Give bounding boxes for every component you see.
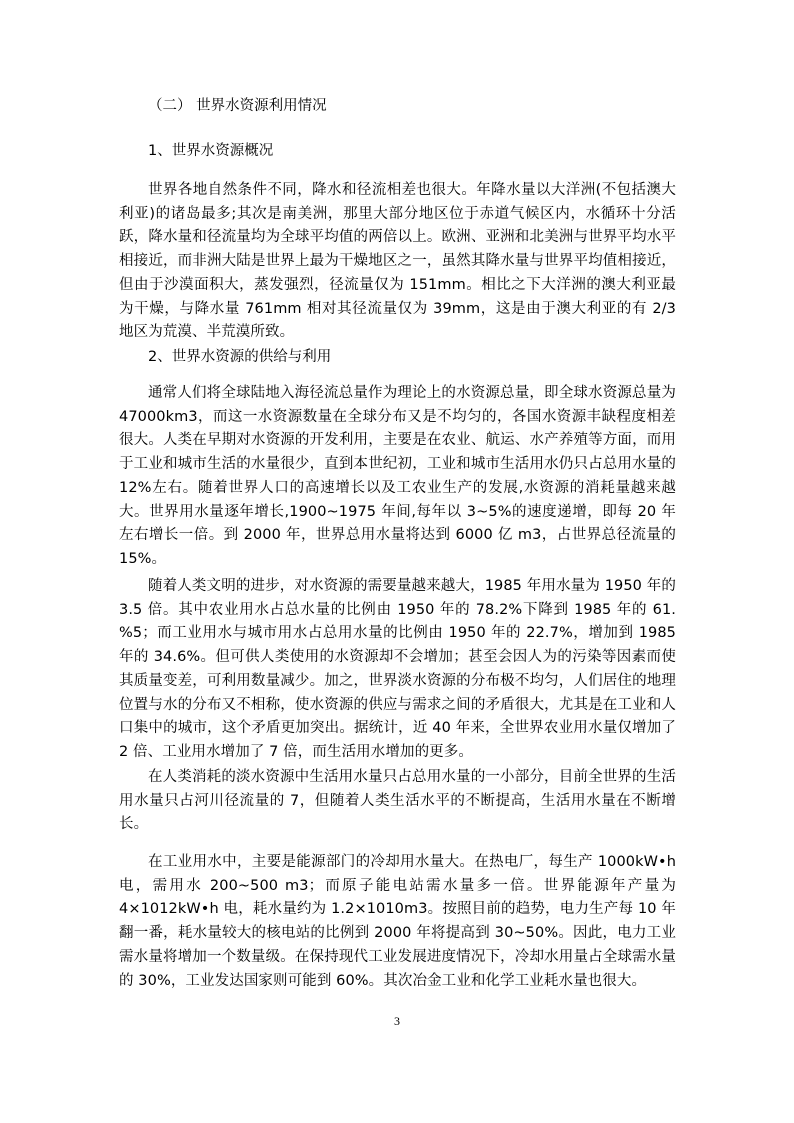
paragraph-overview: 世界各地自然条件不同，降水和径流相差也很大。年降水量以大洋洲(不包括澳大利亚)的诸岛最多;其次是南美洲，那里大部分地区位于赤道气候区内，水循环十分活跃，降水量和径流量均为全球平均值的两倍以上。欧洲、亚洲和北美洲与世界平均水平相接近，而非洲大陆是世界上最为干燥地区之一，虽然其降水量与世界平均值相接近，但由于沙漠面积大，蒸发强烈，径流量仅为 151mm。相比之下大洋洲的澳大利亚最为干燥，与降水量 761mm 相对其径流量仅为 39mm，这是由于澳大利亚的有 2/3 地区为荒漠、半荒漠所致。: [119, 182, 676, 341]
section-heading: （二） 世界水资源利用情况: [148, 98, 327, 114]
paragraph-total-resources: 通常人们将全球陆地入海径流总量作为理论上的水资源总量，即全球水资源总量为 47000km3，而这一水资源数量在全球分布又是不均匀的，各国水资源丰缺程度相差很大。人类在早期对水资源的开发利用，主要是在农业、航运、水产养殖等方面，而用于工业和城市生活的水量很少，直到本世纪初，工业和城市生活用水仍只占总用水量的 12%左右。随着世界人口的高速增长以及工农业生产的发展,水资源的消耗量越来越大。世界用水量逐年增长,1900~1975 年间,每年以 3~5%的速度递增，即每 20 年左右增长一倍。到 2000 年，世界总用水量将达到 6000 亿 m3，占世界总径流量的 15%。: [119, 385, 676, 567]
paragraph-domestic-water: 在人类消耗的淡水资源中生活用水量只占总用水量的一小部分，目前全世界的生活用水量只占河川径流量的 7，但随着人类生活水平的不断提高，生活用水量在不断增长。: [119, 769, 676, 833]
subsection-heading-overview: 1、世界水资源概况: [148, 143, 274, 159]
subsection-heading-supply-use: 2、世界水资源的供给与利用: [148, 349, 332, 365]
paragraph-industrial-water: 在工业用水中，主要是能源部门的冷却用水量大。在热电厂，每生产 1000kW•h 电，需用水 200~500 m3；而原子能电站需水量多一倍。世界能源年产量为 4×1012kW•h 电，耗水量约为 1.2×1010m3。按照目前的趋势，电力生产每 10 年翻一番，耗水量较大的核电站的比例到 2000 年将提高到 30~50%。因此，电力工业需水量将增加一个数量级。在保持现代工业发展进度情况下，冷却水用量占全球需水量的 30%，工业发达国家则可能到 60%。其次冶金工业和化学工业耗水量也很大。: [119, 854, 676, 989]
paragraph-water-demand: 随着人类文明的进步，对水资源的需要量越来越大，1985 年用水量为 1950 年的 3.5 倍。其中农业用水占总水量的比例由 1950 年的 78.2%下降到 1985 年的 61. %5；而工业用水与城市用水占总用水量的比例由 1950 年的 22.7%，增加到 1985 年的 34.6%。但可供人类使用的水资源却不会增加；甚至会因人为的污染等因素而使其质量变差，可利用数量减少。加之，世界淡水资源的分布极不均匀，人们居住的地理位置与水的分布又不相称，使水资源的供应与需求之间的矛盾很大，尤其是在工业和人口集中的城市，这个矛盾更加突出。据统计，近 40 年来，全世界农业用水量仅增加了 2 倍、工业用水增加了 7 倍，而生活用水增加的更多。: [119, 578, 676, 760]
page-number: 3: [394, 1014, 400, 1028]
